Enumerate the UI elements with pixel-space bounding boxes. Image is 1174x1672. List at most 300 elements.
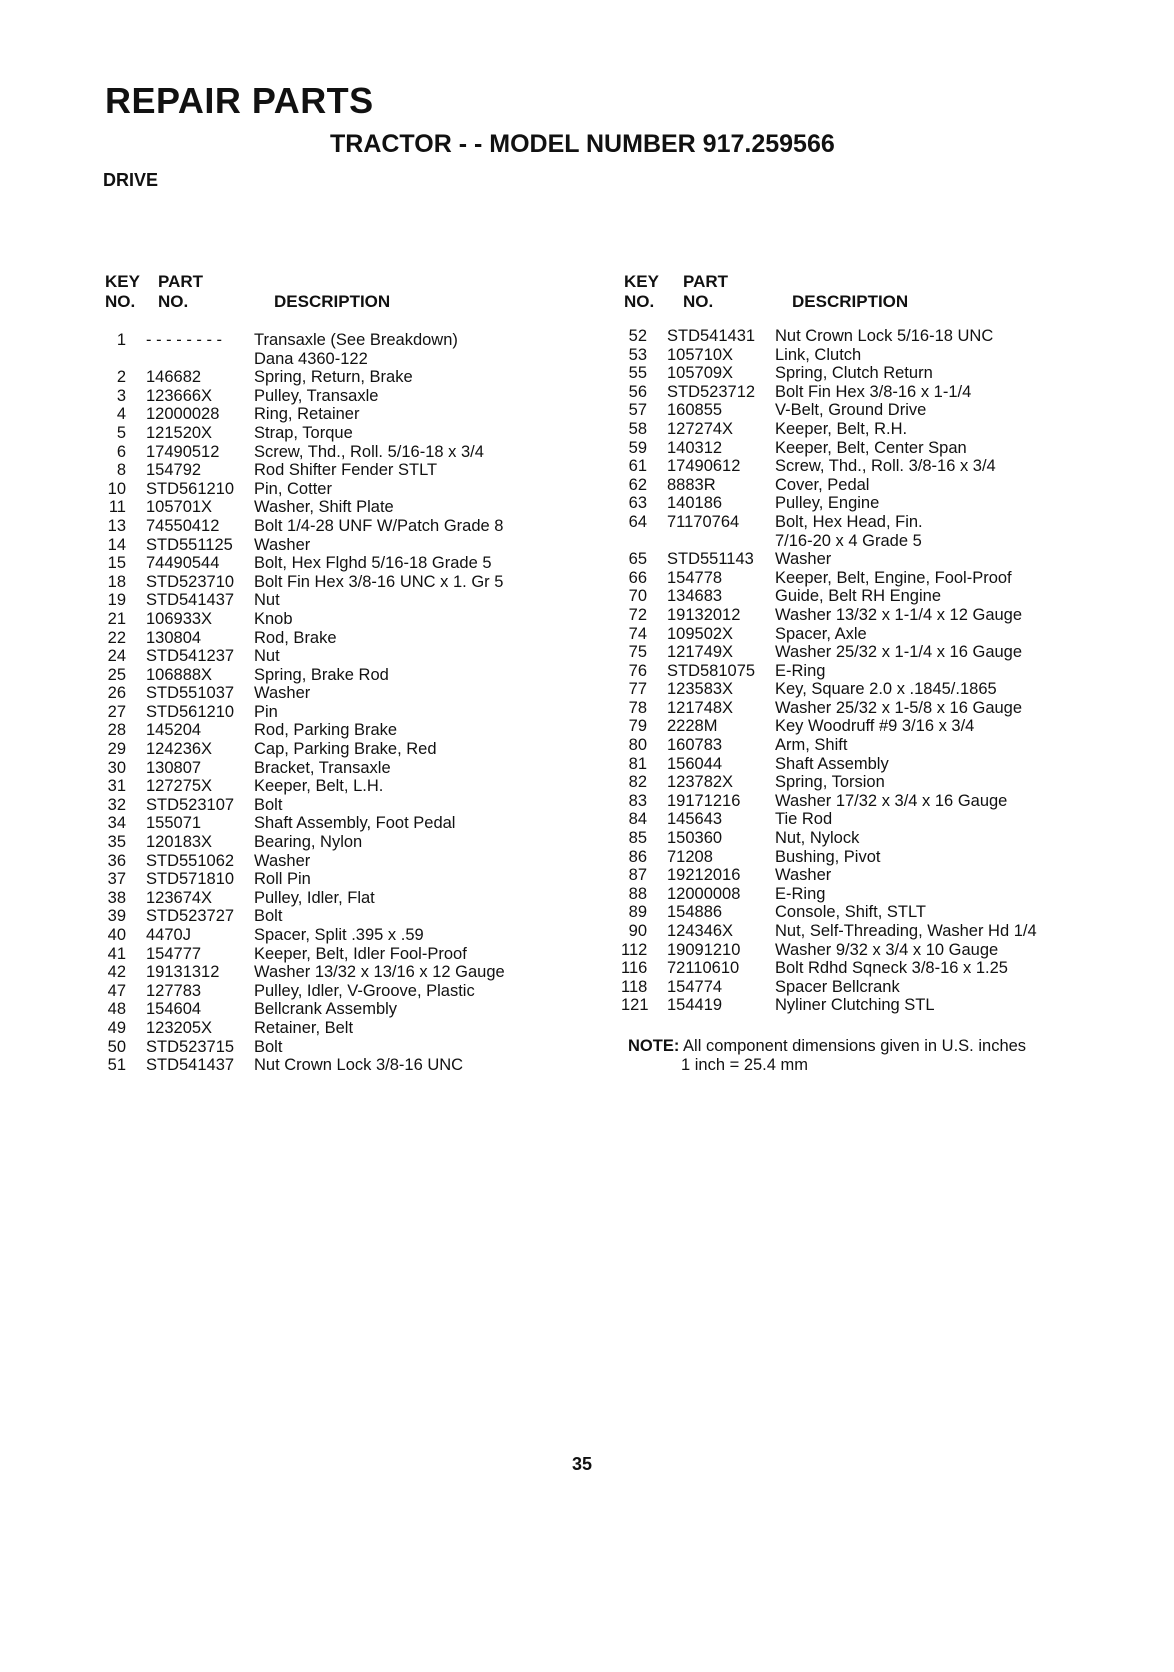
part-key-no: 76 xyxy=(628,661,647,680)
table-row xyxy=(100,573,564,592)
part-description: Rod Shifter Fender STLT xyxy=(254,461,438,480)
part-no: 154419 xyxy=(667,996,723,1015)
part-key-no: 64 xyxy=(628,512,647,531)
table-row xyxy=(100,1000,564,1019)
table-row xyxy=(621,792,1075,811)
part-description: Screw, Thd., Roll. 3/8-16 x 3/4 xyxy=(775,457,996,476)
model-heading: TRACTOR - - MODEL NUMBER 917.259566 xyxy=(330,130,835,158)
part-no: 145204 xyxy=(146,721,202,740)
part-description: Key, Square 2.0 x .1845/.1865 xyxy=(775,680,997,699)
part-description: Keeper, Belt, R.H. xyxy=(775,419,908,438)
part-description: Keeper, Belt, Idler Fool-Proof xyxy=(254,944,467,963)
part-description: Washer 9/32 x 3/4 x 10 Gauge xyxy=(775,940,999,959)
table-row xyxy=(100,1038,564,1057)
part-no: STD551143 xyxy=(667,550,754,569)
part-description: Nyliner Clutching STL xyxy=(775,996,935,1015)
table-row xyxy=(100,387,564,406)
table-row xyxy=(100,889,564,908)
part-key-no: 50 xyxy=(107,1037,126,1056)
part-description: Link, Clutch xyxy=(775,345,862,364)
part-key-no: 10 xyxy=(107,479,126,498)
table-row xyxy=(100,945,564,964)
right-part-header: PART NO. xyxy=(683,272,729,311)
part-description: Washer 13/32 x 1-1/4 x 12 Gauge xyxy=(775,605,1023,624)
table-row xyxy=(621,494,1075,513)
table-row xyxy=(100,684,564,703)
part-description: Nut, Nylock xyxy=(775,829,860,848)
table-row xyxy=(621,996,1075,1015)
table-row xyxy=(100,517,564,536)
part-no: 12000028 xyxy=(146,405,220,424)
part-no: STD523107 xyxy=(146,795,235,814)
part-no: 106888X xyxy=(146,665,213,684)
table-row xyxy=(100,443,564,462)
part-description: Nut xyxy=(254,591,280,610)
part-key-no: 36 xyxy=(107,851,126,870)
page-number: 35 xyxy=(572,1454,593,1474)
table-row xyxy=(621,662,1075,681)
part-key-no: 21 xyxy=(107,609,126,628)
part-key-no: 80 xyxy=(628,736,647,755)
part-no: 154774 xyxy=(667,977,723,996)
part-no: 123205X xyxy=(146,1018,213,1037)
part-key-no: 4 xyxy=(116,405,126,424)
part-key-no: 15 xyxy=(107,554,126,573)
part-key-no: 87 xyxy=(628,866,647,885)
table-row xyxy=(100,814,564,833)
table-row xyxy=(100,461,564,480)
part-no: 121749X xyxy=(667,643,734,662)
part-no: 123782X xyxy=(667,773,734,792)
table-row xyxy=(621,810,1075,829)
part-description: Spacer, Axle xyxy=(775,624,867,643)
part-no: 105710X xyxy=(667,345,734,364)
table-row xyxy=(100,982,564,1001)
part-key-no: 37 xyxy=(107,870,126,889)
part-no: - - - - - - - - xyxy=(146,331,223,349)
part-no: STD581075 xyxy=(667,661,756,680)
part-description: Bolt xyxy=(254,907,283,926)
section-heading: DRIVE xyxy=(103,170,159,190)
part-description: Guide, Belt RH Engine xyxy=(775,587,942,606)
part-no: 134683 xyxy=(667,587,723,606)
part-no: STD561210 xyxy=(146,702,235,721)
part-key-no: 11 xyxy=(108,498,126,517)
part-no: STD571810 xyxy=(146,870,235,889)
part-no: STD523727 xyxy=(146,907,235,926)
part-description: Bolt, Hex Flghd 5/16-18 Grade 5 xyxy=(254,554,492,573)
part-description: Screw, Thd., Roll. 5/16-18 x 3/4 xyxy=(254,442,484,461)
part-description: Spacer, Split .395 x .59 xyxy=(254,926,424,944)
table-row xyxy=(100,759,564,778)
table-row xyxy=(621,606,1075,625)
part-key-no: 56 xyxy=(628,382,647,401)
part-description: Nut, Self-Threading, Washer Hd 1/4 xyxy=(775,922,1037,940)
part-description: Bellcrank Assembly xyxy=(254,1000,398,1019)
part-description: Pulley, Transaxle xyxy=(254,386,379,405)
part-key-no: 30 xyxy=(107,758,126,777)
left-key-header: KEY NO. xyxy=(105,272,140,311)
part-key-no: 22 xyxy=(107,628,126,647)
table-row xyxy=(621,401,1075,420)
part-description: Spring, Brake Rod xyxy=(254,665,389,684)
part-key-no: 82 xyxy=(628,773,647,792)
part-description: Spring, Torsion xyxy=(775,773,885,792)
part-no: 109502X xyxy=(667,624,734,643)
part-description: Shaft Assembly xyxy=(775,754,889,773)
part-description: Dana 4360-122 xyxy=(254,349,368,368)
part-description: Cover, Pedal xyxy=(775,475,870,494)
part-no: 140186 xyxy=(667,494,723,513)
part-no: 130804 xyxy=(146,628,202,647)
part-key-no: 19 xyxy=(107,591,126,610)
part-no: 123583X xyxy=(667,680,734,699)
part-no: 160783 xyxy=(667,736,723,755)
part-description: Strap, Torque xyxy=(254,423,353,442)
part-description: Pin, Cotter xyxy=(254,479,332,498)
part-key-no: 90 xyxy=(628,922,647,940)
table-row xyxy=(621,643,1075,662)
part-no: 19212016 xyxy=(667,866,741,885)
part-description: Washer 17/32 x 3/4 x 16 Gauge xyxy=(775,791,1008,810)
part-no: 140312 xyxy=(667,438,723,457)
part-no: 17490512 xyxy=(146,442,220,461)
part-no: 160855 xyxy=(667,401,723,420)
part-key-no: 29 xyxy=(107,740,126,759)
part-no: 127783 xyxy=(146,981,202,1000)
part-no: 4470J xyxy=(146,926,191,944)
table-row xyxy=(100,852,564,871)
part-description: Spacer Bellcrank xyxy=(775,977,900,996)
table-row xyxy=(621,569,1075,588)
part-key-no: 65 xyxy=(628,550,647,569)
part-key-no: 31 xyxy=(107,777,126,796)
part-no: 19171216 xyxy=(667,791,741,810)
part-key-no: 88 xyxy=(628,884,647,903)
part-key-no: 38 xyxy=(107,888,126,907)
part-description: Bolt Fin Hex 3/8-16 x 1-1/4 xyxy=(775,382,972,401)
part-key-no: 1 xyxy=(116,331,126,349)
part-key-no: 42 xyxy=(107,963,126,982)
part-no: 150360 xyxy=(667,829,723,848)
part-key-no: 84 xyxy=(628,810,647,829)
table-row xyxy=(100,1056,564,1075)
part-no: 12000008 xyxy=(667,884,741,903)
part-key-no: 86 xyxy=(628,847,647,866)
table-row xyxy=(100,591,564,610)
part-key-no: 57 xyxy=(628,401,647,420)
part-description: Bolt Fin Hex 3/8-16 UNC x 1. Gr 5 xyxy=(254,572,504,591)
part-no: 19091210 xyxy=(667,940,741,959)
part-key-no: 51 xyxy=(107,1056,126,1075)
part-no: 74490544 xyxy=(146,554,220,573)
table-row xyxy=(100,666,564,685)
table-row xyxy=(621,680,1075,699)
part-key-no: 85 xyxy=(628,829,647,848)
part-key-no: 79 xyxy=(628,717,647,736)
part-description: Spring, Return, Brake xyxy=(254,368,413,387)
part-key-no: 72 xyxy=(628,605,647,624)
part-description: Transaxle (See Breakdown) xyxy=(254,331,458,349)
part-description: Bolt, Hex Head, Fin. xyxy=(775,512,923,531)
part-no: 124346X xyxy=(667,922,734,940)
part-no: 71170764 xyxy=(667,512,740,531)
part-no: 127274X xyxy=(667,419,734,438)
part-no: 155071 xyxy=(146,814,202,833)
part-no: 121748X xyxy=(667,698,734,717)
part-key-no: 49 xyxy=(107,1018,126,1037)
table-row xyxy=(621,346,1075,365)
table-row xyxy=(621,476,1075,495)
table-row xyxy=(100,536,564,555)
part-no: 123666X xyxy=(146,386,213,405)
part-key-no: 3 xyxy=(116,386,126,405)
part-no: 71208 xyxy=(667,847,713,866)
part-key-no: 14 xyxy=(107,535,126,554)
table-row xyxy=(621,439,1075,458)
part-description: Bolt xyxy=(254,1037,283,1056)
part-no xyxy=(126,350,254,369)
part-no: 74550412 xyxy=(146,516,220,535)
table-row xyxy=(621,773,1075,792)
part-key-no: 112 xyxy=(621,940,648,959)
part-key-no: 121 xyxy=(621,996,649,1015)
table-row xyxy=(621,420,1075,439)
table-row xyxy=(100,647,564,666)
part-description: Bracket, Transaxle xyxy=(254,758,391,777)
table-row xyxy=(100,554,564,573)
part-no: 106933X xyxy=(146,609,213,628)
part-description: Bushing, Pivot xyxy=(775,847,881,866)
table-row xyxy=(100,368,564,387)
part-key-no: 13 xyxy=(107,516,126,535)
part-description: Rod, Brake xyxy=(254,628,337,647)
part-no: 145643 xyxy=(667,810,723,829)
part-no: 154604 xyxy=(146,1000,202,1019)
part-key-no: 32 xyxy=(107,795,126,814)
part-description: Pulley, Idler, Flat xyxy=(254,888,375,907)
left-parts-list xyxy=(100,331,564,1075)
note-line-1: All component dimensions given in U.S. inches xyxy=(683,1037,1027,1055)
table-row xyxy=(621,513,1075,532)
part-description: Shaft Assembly, Foot Pedal xyxy=(254,814,456,833)
part-description: Bolt Rdhd Sqneck 3/8-16 x 1.25 xyxy=(775,959,1008,978)
part-no: 146682 xyxy=(146,368,202,387)
part-description: Nut xyxy=(254,647,280,666)
part-description: Washer xyxy=(775,866,832,885)
table-row xyxy=(621,922,1075,941)
table-row xyxy=(621,755,1075,774)
part-description: Spring, Clutch Return xyxy=(775,364,933,383)
part-no: STD541437 xyxy=(146,591,235,610)
note-line-2: 1 inch = 25.4 mm xyxy=(681,1055,809,1074)
part-description: Console, Shift, STLT xyxy=(775,903,927,922)
part-no: 154777 xyxy=(146,944,202,963)
part-description: Ring, Retainer xyxy=(254,405,360,424)
part-key-no: 5 xyxy=(116,423,126,442)
part-description: Key Woodruff #9 3/16 x 3/4 xyxy=(775,717,975,736)
table-row xyxy=(100,405,564,424)
part-key-no: 53 xyxy=(628,345,647,364)
part-key-no: 41 xyxy=(107,944,126,963)
part-description: Washer, Shift Plate xyxy=(254,498,394,517)
part-description: Knob xyxy=(254,609,293,628)
table-row xyxy=(621,829,1075,848)
part-description: Roll Pin xyxy=(254,870,311,889)
part-no: 124236X xyxy=(146,740,213,759)
part-no: 121520X xyxy=(146,423,213,442)
part-key-no: 24 xyxy=(107,647,126,666)
table-row xyxy=(100,424,564,443)
part-key-no: 6 xyxy=(116,442,126,461)
part-description: V-Belt, Ground Drive xyxy=(775,401,927,420)
part-no: 105709X xyxy=(667,364,734,383)
part-description: Rod, Parking Brake xyxy=(254,721,398,740)
part-key-no: 27 xyxy=(107,702,126,721)
part-key-no: 25 xyxy=(107,665,126,684)
part-no: STD523712 xyxy=(667,382,756,401)
part-no: 130807 xyxy=(146,758,202,777)
table-row xyxy=(621,941,1075,960)
table-row xyxy=(100,963,564,982)
part-key-no: 89 xyxy=(628,903,647,922)
part-description: 7/16-20 x 4 Grade 5 xyxy=(775,531,922,550)
part-key-no: 74 xyxy=(628,624,647,643)
part-key-no: 2 xyxy=(116,368,126,387)
table-row xyxy=(621,550,1075,569)
part-no: 19131312 xyxy=(146,963,220,982)
part-key-no: 52 xyxy=(628,327,647,345)
part-description: Washer xyxy=(254,535,311,554)
part-key-no: 118 xyxy=(621,977,648,996)
table-row xyxy=(100,498,564,517)
table-row xyxy=(621,848,1075,867)
table-row xyxy=(100,1019,564,1038)
part-key-no: 28 xyxy=(107,721,126,740)
right-desc-header: DESCRIPTION xyxy=(792,292,909,311)
right-key-header: KEY NO. xyxy=(624,272,659,311)
part-no: STD551062 xyxy=(146,851,235,870)
part-no: STD523715 xyxy=(146,1037,235,1056)
table-row xyxy=(621,699,1075,718)
part-no: STD541431 xyxy=(667,327,756,345)
table-row xyxy=(621,903,1075,922)
part-description: Washer 25/32 x 1-5/8 x 16 Gauge xyxy=(775,698,1023,717)
table-row xyxy=(100,703,564,722)
table-row xyxy=(621,587,1075,606)
left-desc-header: DESCRIPTION xyxy=(274,292,391,311)
part-key-no: 75 xyxy=(628,643,647,662)
table-row xyxy=(621,885,1075,904)
part-no: 19132012 xyxy=(667,605,741,624)
table-row xyxy=(100,740,564,759)
table-row xyxy=(100,833,564,852)
table-row xyxy=(100,350,564,369)
part-no: 156044 xyxy=(667,754,723,773)
table-row xyxy=(100,610,564,629)
table-row xyxy=(100,907,564,926)
part-no: STD541237 xyxy=(146,647,235,666)
table-row xyxy=(621,327,1075,346)
part-key-no: 35 xyxy=(107,833,126,852)
part-no: STD551125 xyxy=(146,535,233,554)
table-row xyxy=(100,796,564,815)
part-description: Retainer, Belt xyxy=(254,1018,354,1037)
part-description: E-Ring xyxy=(775,884,826,903)
part-key-no xyxy=(100,350,126,369)
part-description: Arm, Shift xyxy=(775,736,848,755)
part-no: 154778 xyxy=(667,568,723,587)
table-row xyxy=(621,625,1075,644)
part-key-no: 48 xyxy=(107,1000,126,1019)
part-key-no: 18 xyxy=(107,572,126,591)
part-key-no: 81 xyxy=(628,754,647,773)
part-description: Pin xyxy=(254,702,278,721)
part-no: 105701X xyxy=(146,498,213,517)
table-row xyxy=(621,866,1075,885)
note-label: NOTE: xyxy=(628,1037,680,1055)
part-description: Bolt xyxy=(254,795,283,814)
part-no xyxy=(647,532,775,551)
page-title: REPAIR PARTS xyxy=(105,80,374,121)
part-key-no: 62 xyxy=(628,475,647,494)
part-description: Keeper, Belt, L.H. xyxy=(254,777,384,796)
part-key-no: 78 xyxy=(628,698,647,717)
table-row xyxy=(621,978,1075,997)
table-row xyxy=(100,331,564,350)
table-row xyxy=(100,870,564,889)
part-description: Washer 25/32 x 1-1/4 x 16 Gauge xyxy=(775,643,1023,662)
part-description: Tie Rod xyxy=(775,810,833,829)
part-key-no: 26 xyxy=(107,684,126,703)
part-key-no: 70 xyxy=(628,587,647,606)
table-row xyxy=(621,717,1075,736)
part-description: Bearing, Nylon xyxy=(254,833,363,852)
part-key-no: 63 xyxy=(628,494,647,513)
part-key-no: 77 xyxy=(628,680,647,699)
part-no: 154886 xyxy=(667,903,723,922)
part-description: Keeper, Belt, Engine, Fool-Proof xyxy=(775,568,1012,587)
part-description: Bolt 1/4-28 UNF W/Patch Grade 8 xyxy=(254,516,504,535)
part-key-no: 61 xyxy=(628,457,647,476)
part-description: Nut Crown Lock 5/16-18 UNC xyxy=(775,327,994,345)
table-row xyxy=(621,383,1075,402)
table-row xyxy=(100,721,564,740)
part-no: STD523710 xyxy=(146,572,235,591)
part-no: 120183X xyxy=(146,833,213,852)
part-description: Washer xyxy=(254,851,311,870)
part-key-no: 47 xyxy=(107,981,126,1000)
table-row xyxy=(621,364,1075,383)
part-no: 123674X xyxy=(146,888,213,907)
part-description: Cap, Parking Brake, Red xyxy=(254,740,437,759)
part-key-no xyxy=(621,532,647,551)
part-description: E-Ring xyxy=(775,661,826,680)
part-description: Nut Crown Lock 3/8-16 UNC xyxy=(254,1056,464,1075)
part-description: Pulley, Idler, V-Groove, Plastic xyxy=(254,981,475,1000)
part-no: 2228M xyxy=(667,717,718,736)
part-key-no: 39 xyxy=(107,907,126,926)
table-row xyxy=(100,480,564,499)
part-no: 127275X xyxy=(146,777,213,796)
part-description: Washer 13/32 x 13/16 x 12 Gauge xyxy=(254,963,505,982)
left-part-header: PART NO. xyxy=(158,272,204,311)
part-no: 154792 xyxy=(146,461,202,480)
part-key-no: 59 xyxy=(628,438,647,457)
part-key-no: 8 xyxy=(116,461,126,480)
right-parts-list xyxy=(621,327,1075,1015)
part-description: Washer xyxy=(254,684,311,703)
